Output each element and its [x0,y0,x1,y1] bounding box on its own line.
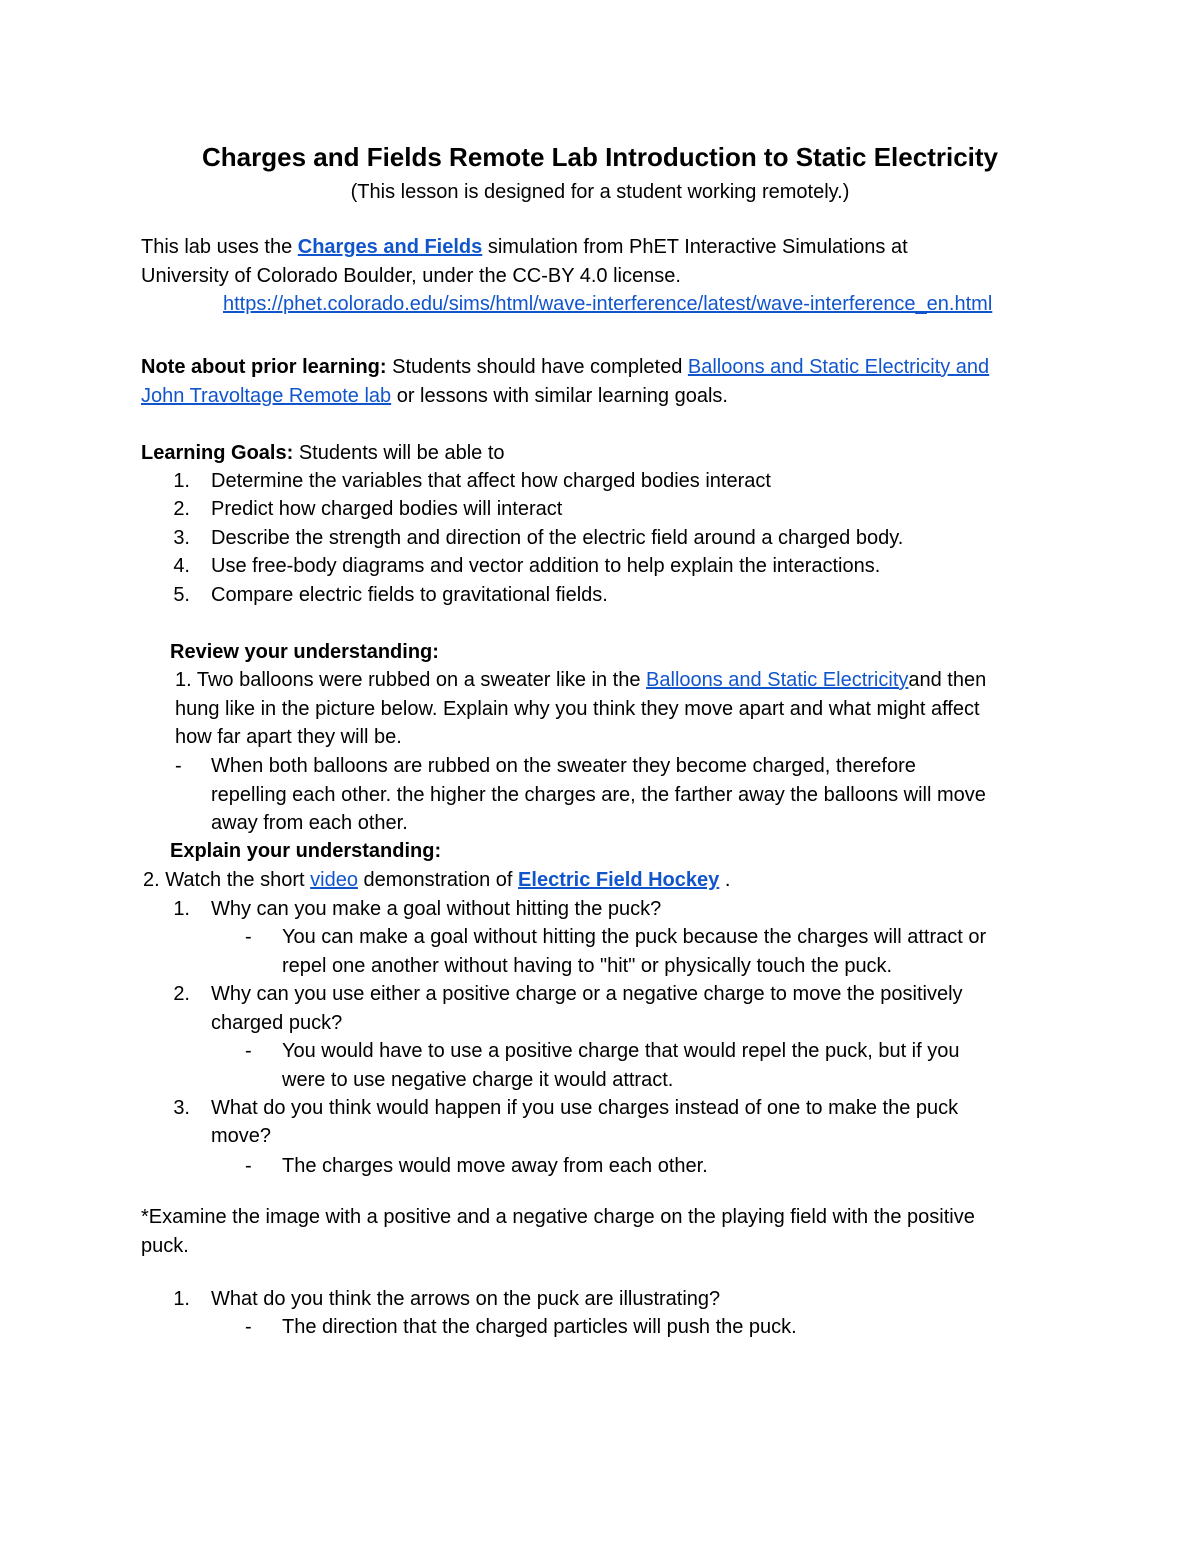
explain-item-number: 3. [173,1097,190,1119]
explain-item-question: What do you think would happen if you use charges instead of one to make the puck [211,1097,959,1119]
review-q1-pre: 1. Two balloons were rubbed on a sweater like in the [175,669,641,691]
explain-item-question: Why can you make a goal without hitting the puck? [211,898,662,920]
examine-line-1: *Examine the image with a positive and a negative charge on the playing field with the positive [141,1206,975,1228]
explain-item-question: Why can you use either a positive charge or a negative charge to move the positively [211,983,963,1005]
goals-label: Learning Goals: [141,442,294,464]
balloons-static-link-2[interactable]: Balloons and Static Electricity [646,669,909,691]
review-q1-line-3: how far apart they will be. [175,726,402,748]
explain-q2-pre: 2. Watch the short [143,869,305,891]
goal-number: 3. [173,527,190,549]
review-q1-line-1 [175,666,986,694]
note-text-2: or lessons with similar learning goals. [396,385,728,407]
goal-text: Use free-body diagrams and vector addition to help explain the interactions. [211,555,881,577]
explain-question-line: move? [211,1125,272,1147]
video-link[interactable]: video [310,869,358,891]
review-a1-line-1: When both balloons are rubbed on the sweater they become charged, therefore [211,755,916,777]
intro-line-2: University of Colorado Boulder, under the CC-BY 4.0 license. [141,265,681,287]
intro-line-1 [141,233,908,261]
explain-question-line: charged puck? [211,1012,343,1034]
explain-q2-post: . [724,869,731,891]
examine-answer: The direction that the charged particles will push the puck. [282,1316,797,1338]
review-a1-line-3: away from each other. [211,812,408,834]
intro-text-post: simulation from PhET Interactive Simulations at [487,236,908,258]
explain-dash: - [245,1155,252,1177]
examine-dash: - [245,1316,252,1338]
review-q1-line-2: hung like in the picture below. Explain why you think they move apart and what might affect [175,698,980,720]
explain-dash: - [245,926,252,948]
explain-answer-line: You can make a goal without hitting the puck because the charges will attract or [282,926,987,948]
goal-text: Describe the strength and direction of the electric field around a charged body. [211,527,904,549]
explain-item-number: 1. [173,898,190,920]
electric-field-hockey-link[interactable]: Electric Field Hockey [518,869,720,891]
explain-answer-line: repel one another without having to "hit" or physically touch the puck. [282,955,893,977]
review-heading: Review your understanding: [170,641,439,663]
review-q1-post: and then [908,669,987,691]
goal-text: Predict how charged bodies will interact [211,498,563,520]
explain-answer-line: You would have to use a positive charge that would repel the puck, but if you [282,1040,960,1062]
review-dash: - [175,755,182,777]
examine-item-number: 1. [173,1288,190,1310]
phet-url-link[interactable] [223,290,992,318]
note-line-2 [141,382,728,410]
page-subtitle: (This lesson is designed for a student working remotely.) [350,181,850,203]
goal-number: 5. [173,584,190,606]
review-a1-line-2: repelling each other. the higher the charges are, the farther away the balloons will move [211,784,986,806]
goal-number: 1. [173,470,190,492]
john-travoltage-link[interactable]: John Travoltage Remote lab [141,385,392,407]
explain-item-number: 2. [173,983,190,1005]
balloons-static-link[interactable]: Balloons and Static Electricity and [687,356,990,378]
examine-item-question: What do you think the arrows on the puck are illustrating? [211,1288,721,1310]
note-line-1 [141,353,989,381]
goal-number: 2. [173,498,190,520]
note-text-1: Students should have completed [392,356,683,378]
goal-number: 4. [173,555,190,577]
explain-q2-line [143,866,730,894]
explain-heading: Explain your understanding: [170,840,442,862]
explain-answer-line: were to use negative charge it would attract. [282,1069,674,1091]
examine-line-2: puck. [141,1235,189,1257]
charges-and-fields-link[interactable]: Charges and Fields [297,236,483,258]
intro-text-pre: This lab uses the [141,236,293,258]
goal-text: Determine the variables that affect how charged bodies interact [211,470,771,492]
page-title: Charges and Fields Remote Lab Introduction to Static Electricity [201,142,999,172]
goals-heading [141,439,505,467]
goals-text: Students will be able to [298,442,505,464]
explain-answer-line: The charges would move away from each other. [282,1155,708,1177]
explain-q2-mid: demonstration of [363,869,513,891]
goal-text: Compare electric fields to gravitational fields. [211,584,608,606]
note-label: Note about prior learning: [141,356,387,378]
explain-dash: - [245,1040,252,1062]
phet-url-text[interactable]: https://phet.colorado.edu/sims/html/wave-interference/latest/wave-interference_en.html [223,293,993,315]
